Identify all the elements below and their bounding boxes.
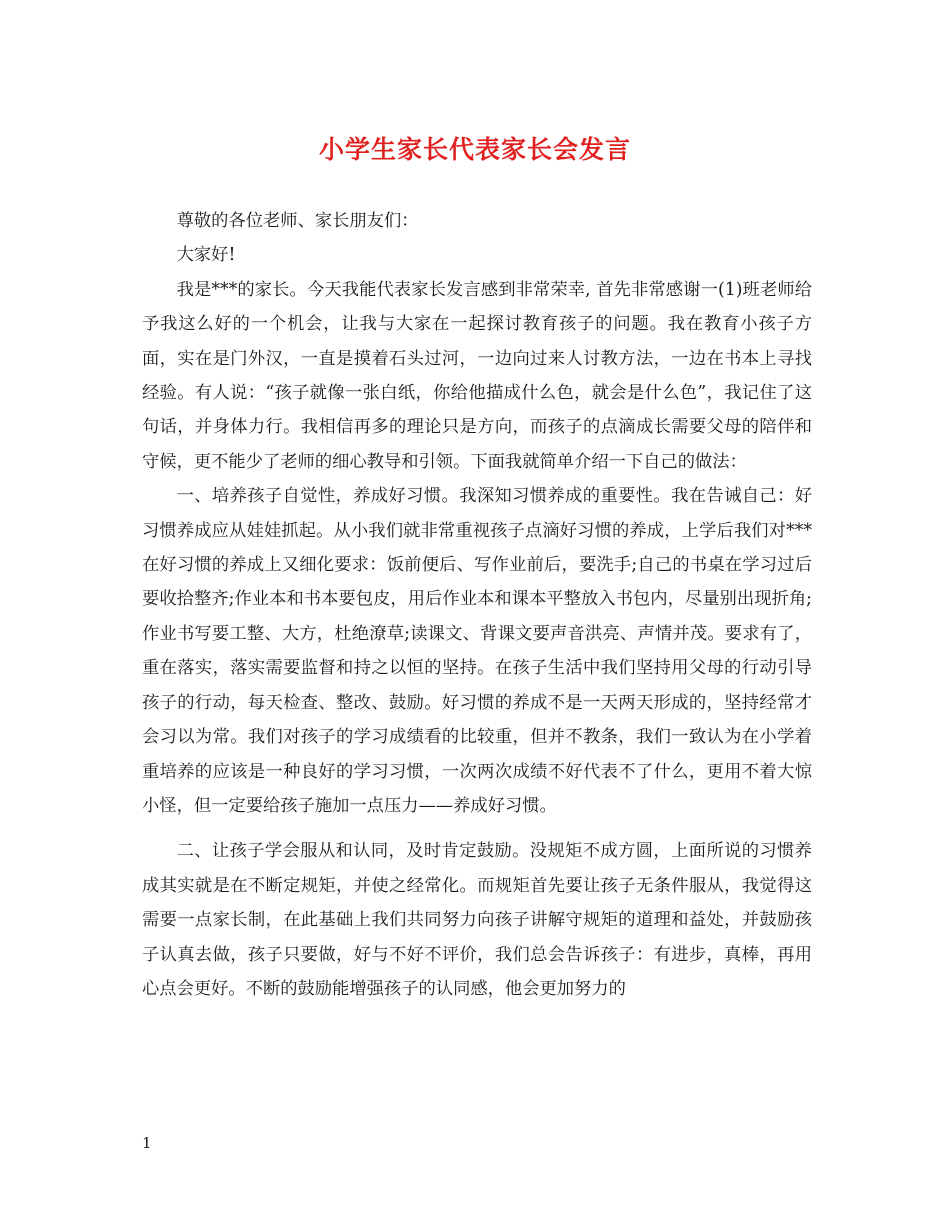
- document-body: [142, 204, 812, 1006]
- section-one-paragraph: 一、培养孩子自觉性，养成好习惯。我深知习惯养成的重要性。我在告诫自己：好习惯养成应从娃娃抓起。从小我们就非常重视孩子点滴好习惯的养成，上学后我们对***在好习惯的养成上又细化要求：饭前便后、写作业前后，要洗手;自己的书桌在学习过后要收拾整齐;作业本和书本要包皮，用后作业本和课本平整放入书包内，尽量别出现折角;作业书写要工整、大方，杜绝潦草;读课文、背课文要声音洪亮、声情并茂。要求有了，重在落实，落实需要监督和持之以恒的坚持。在孩子生活中我们坚持用父母的行动引导孩子的行动，每天检查、整改、鼓励。好习惯的养成不是一天两天形成的，坚持经常才会习以为常。我们对孩子的学习成绩看的比较重，但并不教条，我们一致认为在小学着重培养的应该是一种良好的学习习惯，一次两次成绩不好代表不了什么，更用不着大惊小怪，但一定要给孩子施加一点压力——养成好习惯。: [142, 486, 812, 816]
- page-number: 1: [142, 1134, 152, 1152]
- salutation-paragraph: 尊敬的各位老师、家长朋友们：: [176, 211, 419, 231]
- page-title: 小学生家长代表家长会发言: [318, 135, 631, 164]
- greeting-paragraph: 大家好!: [176, 245, 236, 266]
- section-two-paragraph: 二、让孩子学会服从和认同，及时肯定鼓励。没规矩不成方圆，上面所说的习惯养成其实就是在不断定规矩，并使之经常化。而规矩首先要让孩子无条件服从，我觉得这需要一点家长制，在此基础上我们共同努力向孩子讲解守规矩的道理和益处，并鼓励孩子认真去做，孩子只要做，好与不好不评价，我们总会告诉孩子：有进步，真棒，再用心点会更好。不断的鼓励能增强孩子的认同感，他会更加努力的: [142, 841, 812, 999]
- intro-paragraph: 我是***的家长。今天我能代表家长发言感到非常荣幸, 首先非常感谢一(1)班老师给予我这么好的一个机会，让我与大家在一起探讨教育孩子的问题。我在教育小孩子方面，实在是门外汉，一直是摸着石头过河，一边向过来人讨教方法，一边在书本上寻找经验。有人说：“孩子就像一张白纸，你给他描成什么色，就会是什么色”，我记住了这句话，并身体力行。我相信再多的理论只是方向，而孩子的点滴成长需要父母的陪伴和守候，更不能少了老师的细心教导和引领。下面我就简单介绍一下自己的做法：: [142, 279, 812, 472]
